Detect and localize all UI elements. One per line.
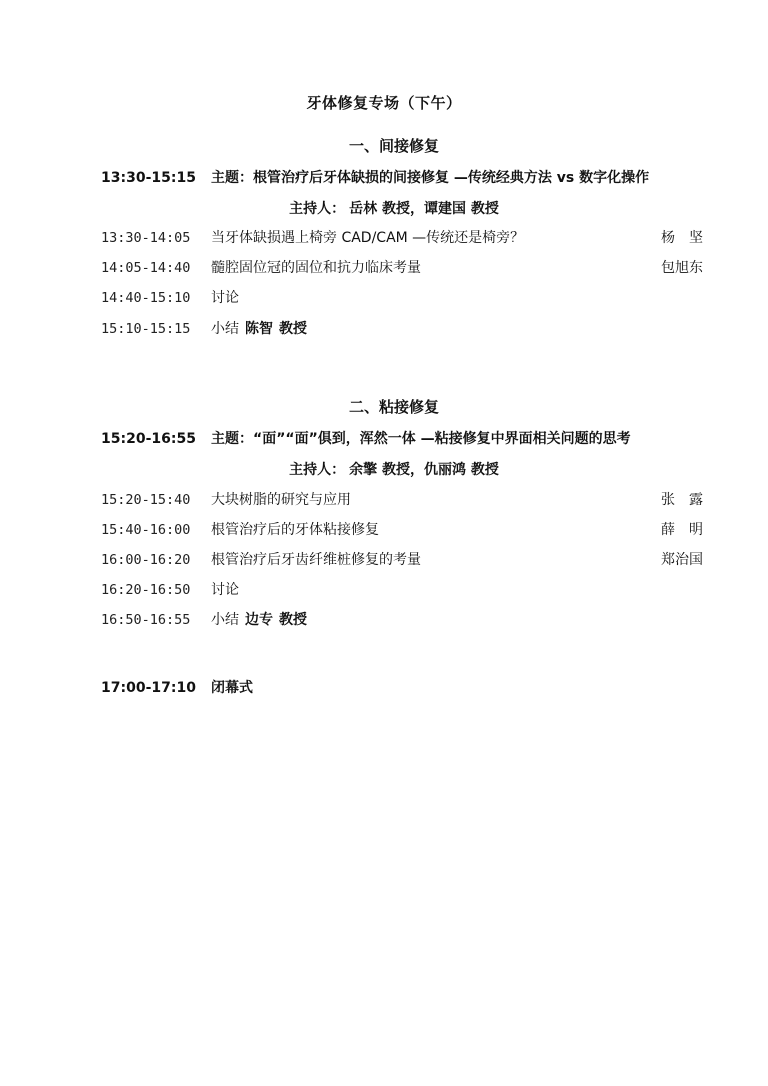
talk-time: 15:20-15:40 <box>101 492 191 508</box>
summary-label: 小结 <box>211 612 239 628</box>
talk-time: 15:40-16:00 <box>101 522 191 538</box>
summary-label: 小结 <box>211 321 239 337</box>
talk-row <box>101 287 711 309</box>
summary-row <box>101 318 711 340</box>
theme-row-section2 <box>101 428 711 450</box>
chair-row-section1 <box>0 198 768 218</box>
talk-speaker: 薛 明 <box>661 522 703 538</box>
summary-title: 教授 <box>279 612 307 628</box>
talk-row <box>101 519 711 541</box>
section-heading-indirect: 一、间接修复 <box>348 137 439 155</box>
theme-text: 主题：根管治疗后牙体缺损的间接修复 —传统经典方法 vs 数字化操作 <box>211 170 650 186</box>
chair-row-section2 <box>0 459 768 479</box>
talk-row <box>101 227 711 249</box>
chair-names: 余擎 教授，仇丽鸿 教授 <box>349 462 499 478</box>
talk-row <box>101 549 711 571</box>
talk-topic: 根管治疗后的牙体粘接修复 <box>211 522 379 538</box>
talk-topic: 讨论 <box>211 290 239 306</box>
chair-names: 岳林 教授，谭建国 教授 <box>349 201 499 217</box>
summary-name: 陈智 <box>245 321 273 337</box>
talk-topic: 根管治疗后牙齿纤维桩修复的考量 <box>211 552 421 568</box>
theme-time: 13:30-15:15 <box>101 170 196 186</box>
summary-name: 边专 <box>245 612 273 628</box>
closing-time: 17:00-17:10 <box>101 680 196 696</box>
theme-text: 主题：“面”“面”俱到，浑然一体 —粘接修复中界面相关问题的思考 <box>211 431 631 447</box>
talk-row <box>101 579 711 601</box>
chair-label: 主持人： <box>289 462 346 478</box>
talk-row <box>101 489 711 511</box>
talk-speaker: 包旭东 <box>661 260 703 276</box>
talk-topic: 髓腔固位冠的固位和抗力临床考量 <box>211 260 421 276</box>
page-title: 牙体修复专场（下午） <box>306 94 462 112</box>
theme-time: 15:20-16:55 <box>101 431 196 447</box>
summary-row <box>101 609 711 631</box>
talk-speaker: 张 露 <box>661 492 703 508</box>
talk-time: 14:05-14:40 <box>101 260 191 276</box>
summary-text <box>211 609 307 631</box>
theme-row-section1 <box>101 167 711 189</box>
summary-time: 16:50-16:55 <box>101 612 191 628</box>
talk-topic: 当牙体缺损遇上椅旁 CAD/CAM —传统还是椅旁？ <box>211 230 525 246</box>
talk-row <box>101 257 711 279</box>
talk-time: 16:20-16:50 <box>101 582 191 598</box>
section-heading-bonding: 二、粘接修复 <box>348 398 439 416</box>
talk-speaker: 郑治国 <box>661 552 703 568</box>
closing-label: 闭幕式 <box>211 680 253 696</box>
talk-speaker: 杨 坚 <box>661 230 703 246</box>
closing-row <box>101 677 711 699</box>
talk-topic: 大块树脂的研究与应用 <box>211 492 351 508</box>
chair-label: 主持人： <box>289 201 346 217</box>
summary-title: 教授 <box>279 321 307 337</box>
talk-time: 14:40-15:10 <box>101 290 191 306</box>
talk-time: 13:30-14:05 <box>101 230 191 246</box>
talk-topic: 讨论 <box>211 582 239 598</box>
summary-time: 15:10-15:15 <box>101 321 191 337</box>
talk-time: 16:00-16:20 <box>101 552 191 568</box>
summary-text <box>211 318 307 340</box>
